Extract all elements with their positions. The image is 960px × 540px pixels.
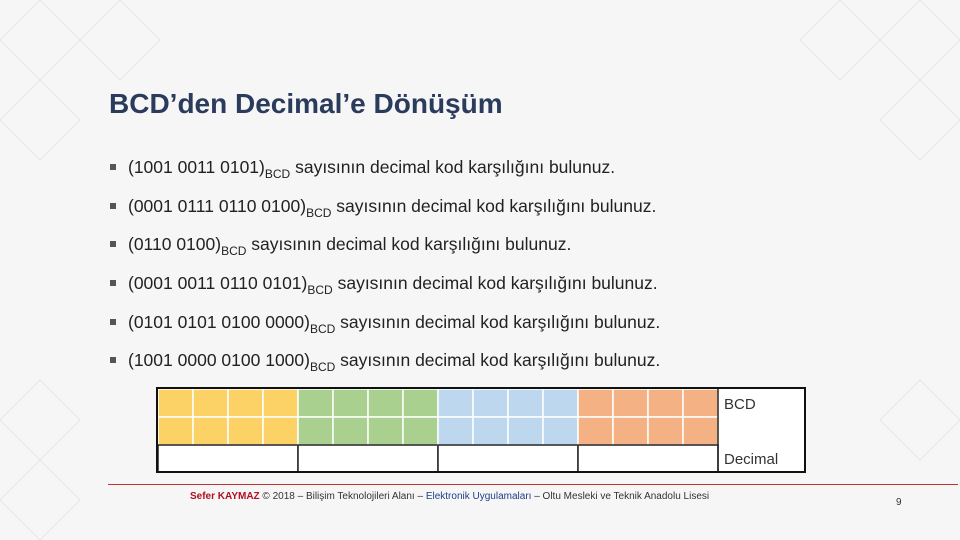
bcd-subscript: BCD xyxy=(309,321,336,336)
decimal-digit-cell xyxy=(578,445,718,471)
bcd-bit-cell xyxy=(613,389,648,417)
bcd-row-label: BCD xyxy=(724,396,756,413)
decimal-digit-cell xyxy=(298,445,438,471)
decimal-digit-cell xyxy=(158,445,298,471)
question-text: sayısının decimal kod karşılığını bulunuz. xyxy=(331,195,657,216)
bcd-bit-cell xyxy=(263,417,298,445)
bcd-bit-cell xyxy=(158,417,193,445)
question-number: (0001 0111 0110 0100) xyxy=(128,195,307,216)
bcd-bit-cell xyxy=(683,417,718,445)
bcd-subscript: BCD xyxy=(309,360,336,375)
footer-middle: © 2018 – Bilişim Teknolojileri Alanı – xyxy=(259,491,426,502)
bcd-bit-cell xyxy=(578,417,613,445)
question-text: sayısının decimal kod karşılığını bulunuz. xyxy=(335,350,661,371)
square-bullet-icon xyxy=(110,357,116,363)
bcd-subscript: BCD xyxy=(306,205,332,220)
bcd-bit-cell xyxy=(473,417,508,445)
question-number: (0101 0101 0100 0000) xyxy=(128,311,310,332)
square-bullet-icon xyxy=(110,319,116,325)
square-bullet-icon xyxy=(110,280,116,286)
bcd-decimal-worksheet-table xyxy=(156,387,806,473)
bcd-bit-cell xyxy=(403,417,438,445)
bcd-bit-cell xyxy=(228,389,263,417)
bcd-bit-cell xyxy=(438,417,473,445)
bcd-bit-cell xyxy=(193,389,228,417)
slide-title: BCD’den Decimal’e Dönüşüm xyxy=(109,88,503,119)
bcd-bit-cell xyxy=(193,417,228,445)
page-number: 9 xyxy=(896,497,902,508)
question-number: (1001 0011 0101) xyxy=(128,157,265,177)
square-bullet-icon xyxy=(110,203,116,209)
question-number: (1001 0000 0100 1000) xyxy=(128,350,310,371)
bcd-bit-cell xyxy=(543,389,578,417)
bcd-subscript: BCD xyxy=(221,244,247,259)
square-bullet-icon xyxy=(110,241,116,247)
decimal-row-label: Decimal xyxy=(724,451,779,468)
bcd-bit-cell xyxy=(298,389,333,417)
bcd-bit-cell xyxy=(158,389,193,417)
question-number: (0110 0100) xyxy=(128,234,222,255)
bcd-bit-cell xyxy=(613,417,648,445)
bcd-bit-cell xyxy=(228,417,263,445)
worksheet-grid xyxy=(158,389,804,471)
footer-author: Sefer KAYMAZ xyxy=(190,491,260,502)
bcd-bit-cell xyxy=(368,389,403,417)
bcd-bit-cell xyxy=(508,389,543,417)
bcd-bit-cell xyxy=(438,389,473,417)
square-bullet-icon xyxy=(110,164,116,170)
bcd-bit-cell xyxy=(543,417,578,445)
bcd-bit-cell xyxy=(298,417,333,445)
question-text: sayısının decimal kod karşılığını bulunuz. xyxy=(335,311,661,332)
decimal-digit-cell xyxy=(438,445,578,471)
footer-area: Elektronik Uygulamaları xyxy=(425,491,532,502)
bcd-subscript: BCD xyxy=(307,283,333,298)
bcd-bit-cell xyxy=(368,417,403,445)
footer-school: – Oltu Mesleki ve Teknik Anadolu Lisesi xyxy=(531,491,710,502)
bcd-bit-cell xyxy=(473,389,508,417)
question-text: sayısının decimal kod karşılığını bulunuz. xyxy=(332,273,658,294)
bcd-bit-cell xyxy=(578,389,613,417)
bcd-bit-cell xyxy=(333,417,368,445)
question-number: (0001 0011 0110 0101) xyxy=(128,273,308,294)
question-text: sayısının decimal kod karşılığını bulunuz. xyxy=(290,157,616,177)
bcd-bit-cell xyxy=(333,389,368,417)
bcd-subscript: BCD xyxy=(264,167,291,181)
footer-divider xyxy=(108,484,958,485)
bcd-bit-cell xyxy=(263,389,298,417)
bcd-bit-cell xyxy=(648,389,683,417)
bcd-bit-cell xyxy=(403,389,438,417)
bcd-bit-cell xyxy=(648,417,683,445)
footer-text xyxy=(190,491,709,502)
bcd-bit-cell xyxy=(683,389,718,417)
bcd-bit-cell xyxy=(508,417,543,445)
question-text: sayısının decimal kod karşılığını bulunuz. xyxy=(246,234,572,255)
